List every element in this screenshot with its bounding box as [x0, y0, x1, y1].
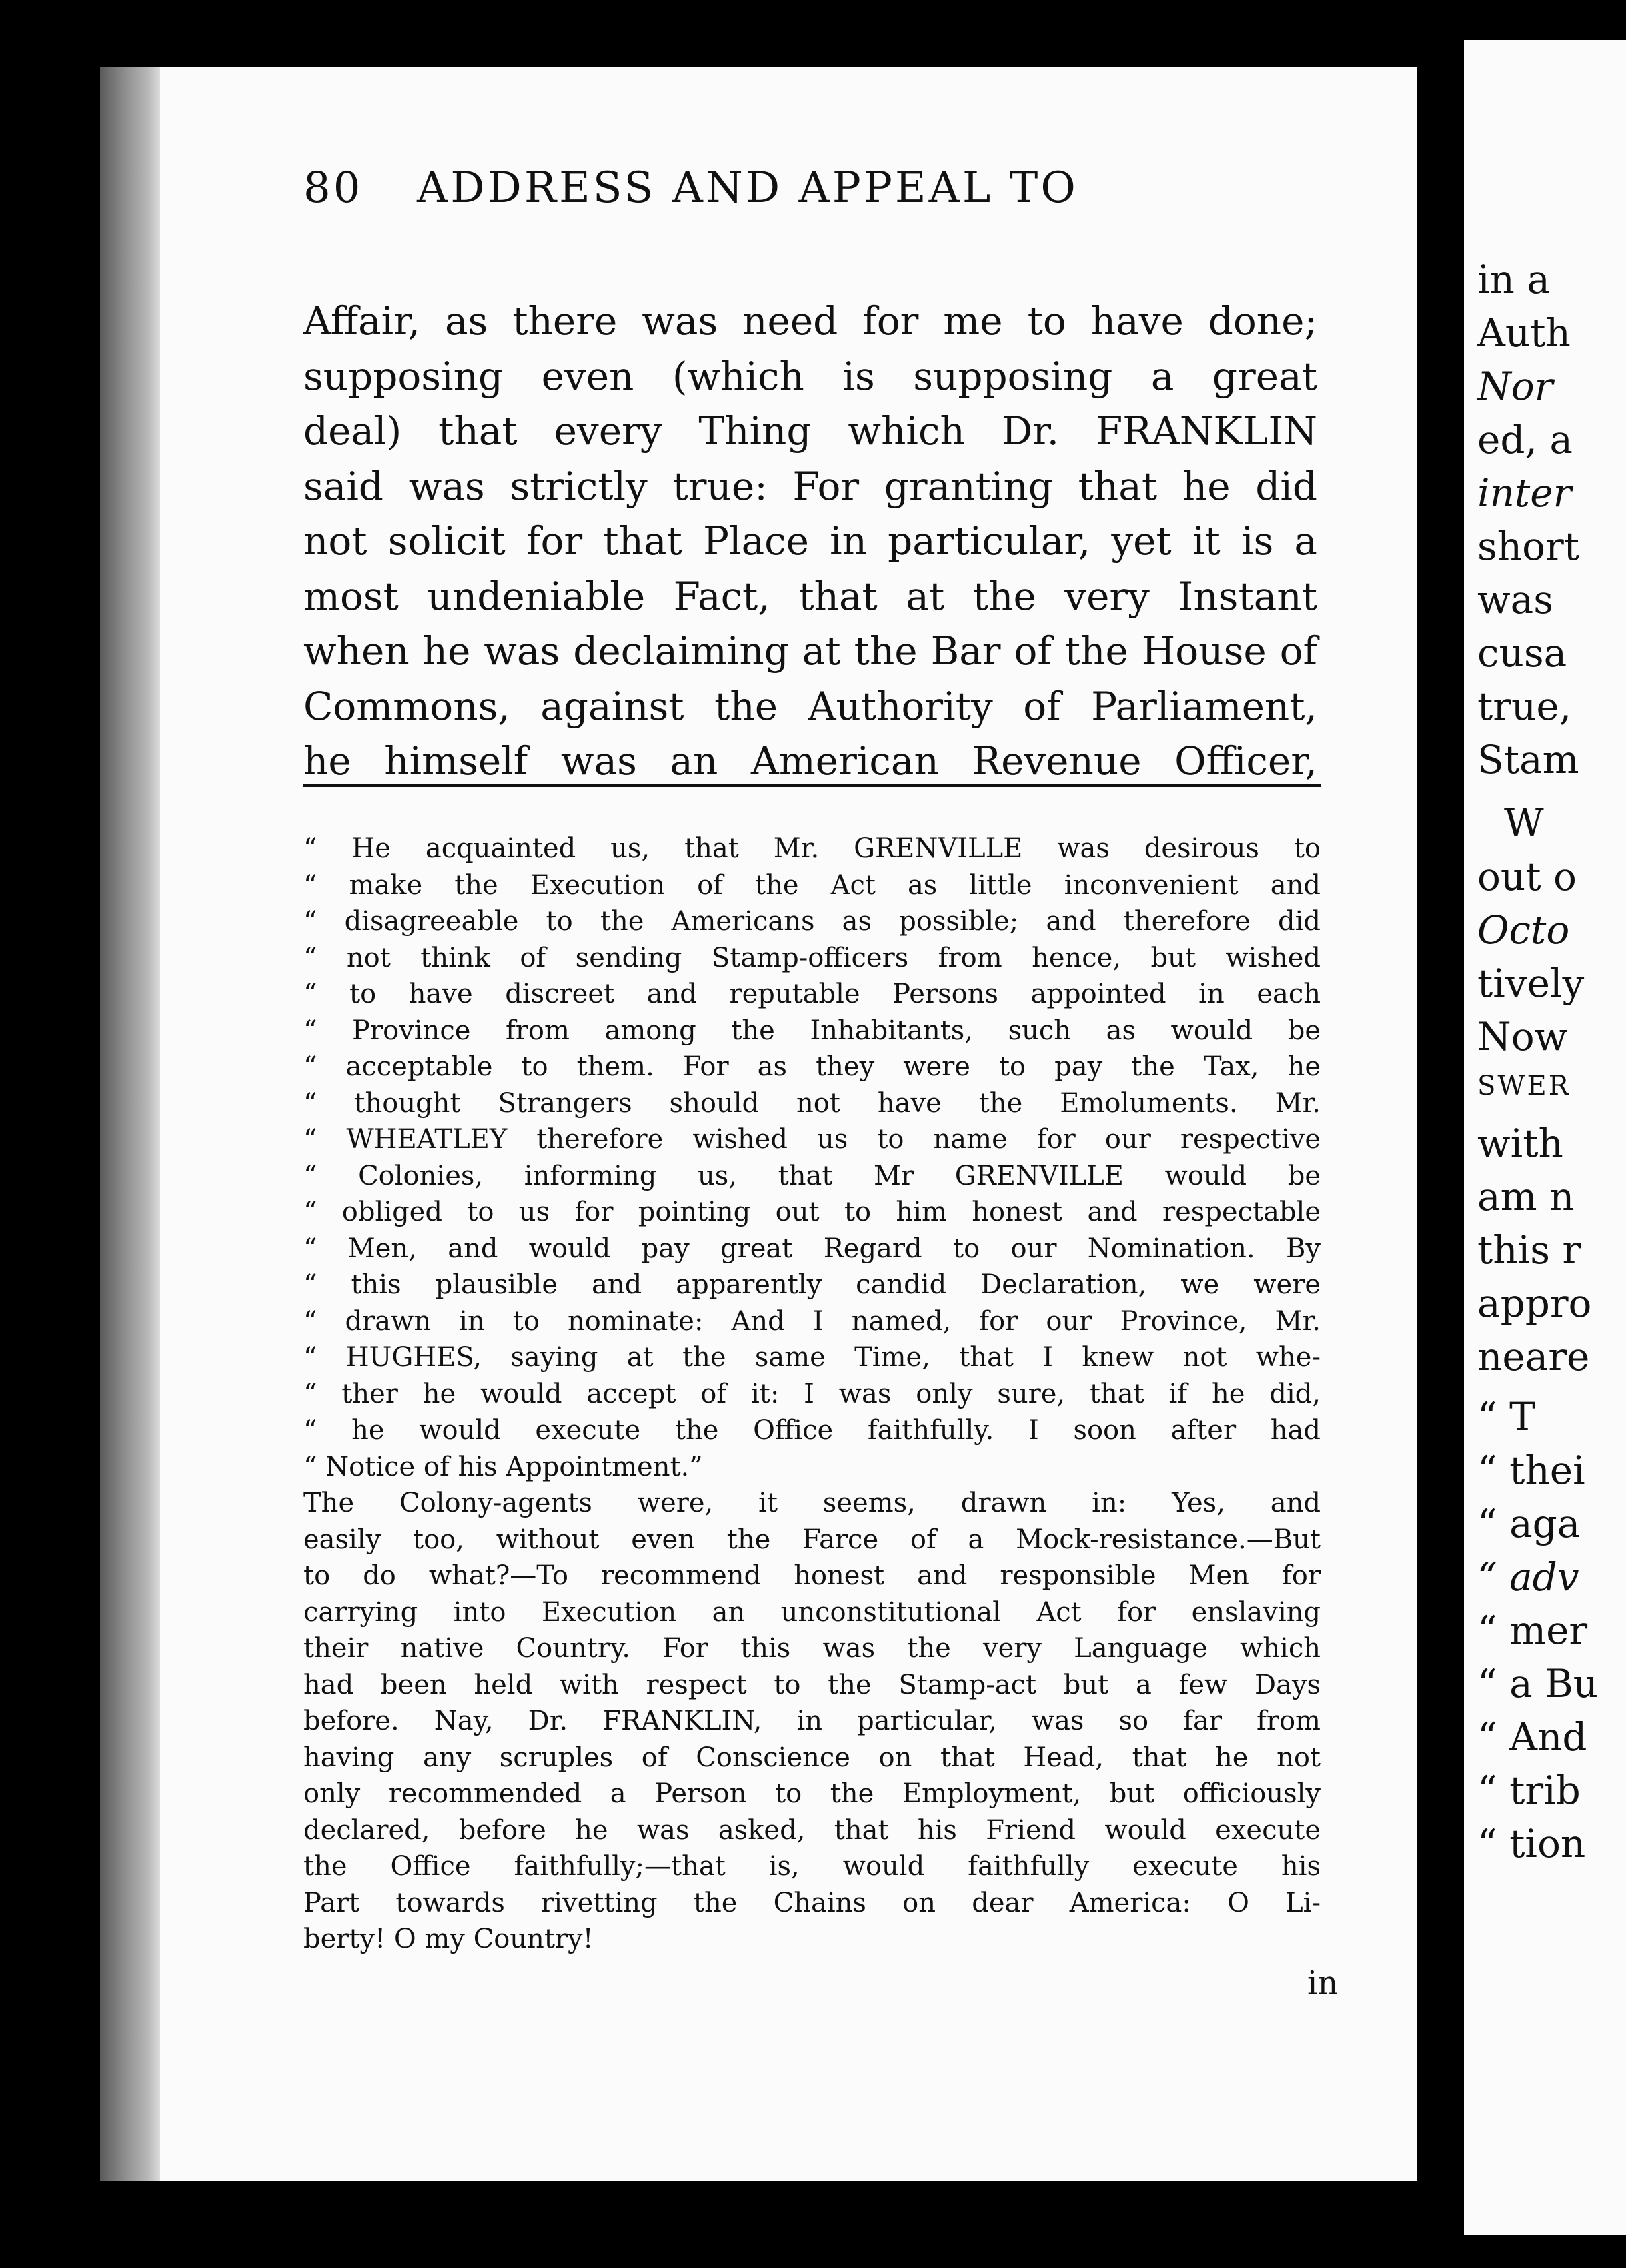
text-line: not solicit for that Place in particular, yet it is a	[303, 518, 1317, 564]
facing-line: appro	[1477, 1281, 1592, 1326]
facing-line: SWER	[1477, 1071, 1571, 1101]
note-line: “ drawn in to nominate: And I named, for our Province, Mr.	[303, 1305, 1321, 1337]
note-line: the Office faithfully;—that is, would faithfully execute his	[303, 1851, 1321, 1882]
facing-line: “ adv	[1477, 1554, 1579, 1600]
note-line: “ he would execute the Office faithfully. I soon after had	[303, 1415, 1321, 1446]
text-line: most undeniable Fact, that at the very Instant	[303, 573, 1317, 619]
note-line: “ Colonies, informing us, that Mr GRENVILLE would be	[303, 1160, 1321, 1191]
text-line: deal) that every Thing which Dr. FRANKLIN	[303, 408, 1317, 454]
facing-line: Auth	[1477, 310, 1571, 356]
text-line: when he was declaiming at the Bar of the House of	[303, 628, 1317, 674]
text-line: supposing even (which is supposing a great	[303, 353, 1317, 399]
note-line: having any scruples of Conscience on that Head, that he not	[303, 1742, 1321, 1773]
note-line: The Colony-agents were, it seems, drawn in: Yes, and	[303, 1488, 1321, 1518]
facing-line: “ aga	[1477, 1501, 1581, 1546]
facing-line: cusa	[1477, 630, 1567, 676]
note-line: their native Country. For this was the very Language which	[303, 1633, 1321, 1664]
facing-line: “ tion	[1477, 1821, 1586, 1866]
note-line: “ disagreeable to the Americans as possible; and therefore did	[303, 906, 1321, 937]
note-line: only recommended a Person to the Employment, but officiously	[303, 1778, 1321, 1809]
note-line: berty! O my Country!	[303, 1924, 594, 1954]
text-line: Affair, as there was need for me to have done;	[303, 298, 1317, 344]
page-number: 80	[303, 163, 363, 213]
note-line: “ WHEATLEY therefore wished us to name for our respective	[303, 1124, 1321, 1155]
note-line: “ Men, and would pay great Regard to our Nomination. By	[303, 1233, 1321, 1264]
facing-line: in a	[1477, 257, 1550, 302]
page-gutter	[100, 67, 160, 2181]
facing-page	[1464, 40, 1626, 2235]
note-line: “ thought Strangers should not have the Emoluments. Mr.	[303, 1087, 1321, 1119]
note-line: “ obliged to us for pointing out to him honest and respectable	[303, 1197, 1321, 1227]
note-line: “ to have discreet and reputable Persons appointed in each	[303, 979, 1321, 1009]
facing-line: “ thei	[1477, 1448, 1585, 1493]
main-text	[303, 294, 1317, 789]
facing-line: “ trib	[1477, 1768, 1581, 1813]
text-line: Commons, against the Authority of Parliament,	[303, 683, 1317, 729]
facing-line: “ a Bu	[1477, 1661, 1599, 1706]
note-line: “ HUGHES, saying at the same Time, that I knew not whe-	[303, 1342, 1321, 1373]
note-line: easily too, without even the Farce of a Mock-resistance.—But	[303, 1524, 1321, 1555]
facing-line: short	[1477, 524, 1580, 569]
facing-line: was	[1477, 577, 1553, 622]
facing-line: ed, a	[1477, 417, 1573, 462]
footnote-rule	[303, 784, 1321, 787]
running-head	[303, 150, 1371, 230]
note-line: “ Province from among the Inhabitants, such as would be	[303, 1015, 1321, 1046]
facing-line: Nor	[1477, 364, 1553, 409]
facing-line: with	[1477, 1121, 1563, 1166]
facing-line: Now	[1477, 1014, 1568, 1059]
footnote-text	[303, 830, 1321, 1958]
note-line: “ acceptable to them. For as they were to pay the Tax, he	[303, 1051, 1321, 1082]
note-line: declared, before he was asked, that his Friend would execute	[303, 1814, 1321, 1846]
facing-line: “ mer	[1477, 1608, 1588, 1653]
facing-line: out o	[1477, 854, 1577, 899]
text-line: he himself was an American Revenue Officer,	[303, 738, 1317, 784]
facing-line: “ T	[1477, 1394, 1535, 1440]
note-line: “ Notice of his Appointment.”	[303, 1451, 703, 1482]
note-line: to do what?—To recommend honest and responsible Men for	[303, 1560, 1321, 1591]
facing-line: Stam	[1477, 737, 1579, 782]
note-line: “ make the Execution of the Act as little inconvenient and	[303, 869, 1321, 901]
facing-line: this r	[1477, 1227, 1581, 1273]
catchword: in	[1307, 1964, 1339, 2002]
note-line: before. Nay, Dr. FRANKLIN, in particular, was so far from	[303, 1706, 1321, 1736]
note-line: had been held with respect to the Stamp-act but a few Days	[303, 1669, 1321, 1700]
running-title: ADDRESS AND APPEAL TO	[417, 163, 1078, 213]
facing-line: Octo	[1477, 907, 1570, 953]
facing-line: “ And	[1477, 1714, 1587, 1760]
facing-line: inter	[1477, 470, 1572, 516]
note-line: “ ther he would accept of it: I was only sure, that if he did,	[303, 1378, 1321, 1409]
note-line: “ He acquainted us, that Mr. GRENVILLE was desirous to	[303, 833, 1321, 864]
facing-line: neare	[1477, 1334, 1590, 1379]
facing-line: tively	[1477, 961, 1585, 1006]
facing-line: am n	[1477, 1174, 1575, 1219]
note-line: Part towards rivetting the Chains on dear America: O Li-	[303, 1887, 1321, 1918]
note-line: “ not think of sending Stamp-officers from hence, but wished	[303, 942, 1321, 973]
note-line: carrying into Execution an unconstitutional Act for enslaving	[303, 1596, 1321, 1628]
text-line: said was strictly true: For granting that he did	[303, 463, 1317, 509]
note-line: “ this plausible and apparently candid Declaration, we were	[303, 1269, 1321, 1300]
facing-line: true,	[1477, 684, 1572, 729]
facing-line: W	[1504, 800, 1544, 846]
